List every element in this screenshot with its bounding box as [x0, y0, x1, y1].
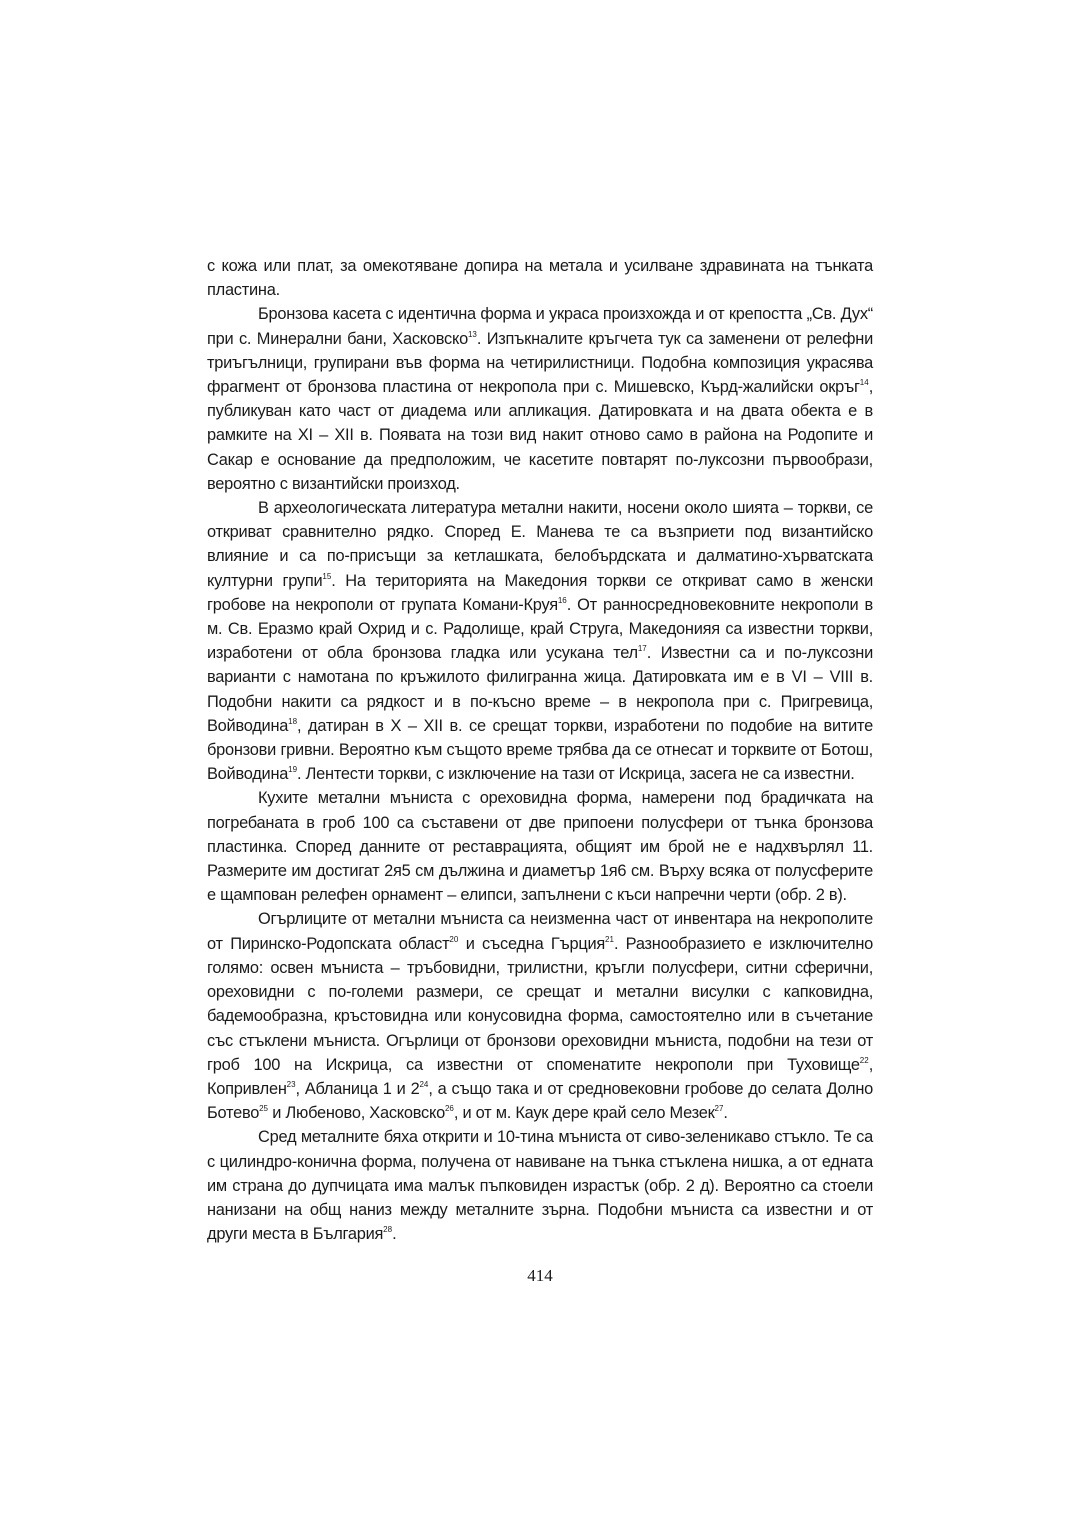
paragraph-text: , датиран в X – XII в. се срещат торкви, изработени по подобие на витите бронзови гривни. Вероятно към същото време трябва да се отнесат и торквите от Ботош, Войводина — [207, 716, 873, 784]
footnote-marker: 23 — [286, 1079, 296, 1089]
paragraph — [207, 907, 873, 1125]
footnote-marker: 26 — [444, 1104, 454, 1114]
paragraph-text: и Любеново, Хасковско — [268, 1104, 445, 1123]
paragraph-text: В археологическата литература метални накити, носени около шията – торкви, се откриват сравнително рядко. Според Е. Манева те са възприети под византийско влияние и са по-присъщи за кетлашката, белобърдската и далматино-хърватската културни групи — [207, 499, 873, 590]
paragraph-text: . Разнообразието е изключително голямо: освен мъниста – тръбовидни, трилистни, кръгли полусфери, ситни сферични, ореховидни с по-големи размери, се срещат и метални висулки с капковидна, бадемообразна, кръстовидна или конусовидна форма, самостоятелно или в съчетание със стъклени мъниста. Огърлици от бронзови ореховидни мъниста, подобни на тези от гроб 100 на Искрица, са известни от споменатите некрополи при Туховище — [207, 934, 873, 1074]
footnote-marker: 14 — [859, 378, 869, 388]
paragraph-text: и съседна Гърция — [458, 934, 606, 953]
paragraph — [207, 302, 873, 496]
footnote-marker: 27 — [714, 1104, 724, 1114]
paragraph — [207, 254, 873, 302]
paragraph-text: Бронзова касета с идентична форма и украса произхожда и от крепостта „Св. Дух“ при с. Минерални бани, Хасковско — [207, 305, 873, 348]
paragraph-text: , и от м. Каук дере край село Мезек — [453, 1104, 715, 1123]
paragraph-text: Кухите метални мъниста с ореховидна форма, намерени под брадичката на погребаната в гроб 100 са съставени от две припоени полусфери от тънка бронзова пластинка. Според данните от реставрацията, общият им брой не е надхвърлял 11. Размерите им достигат 2я5 см дължина и диаметър 1я6 см. Върху всяка от полусферите е щампован релефен орнамент – елипси, запълнени с къси напречни черти (обр. 2 в). — [207, 789, 873, 905]
paragraph-text: . От ранносредновековните некрополи в м. Св. Еразмо край Охрид и с. Радолище, край Струга, Македонияя са известни торкви, изработени от обла бронзова гладка или усукана тел — [207, 595, 873, 663]
page-number: 414 — [527, 1266, 553, 1285]
paragraph-text: Огърлиците от метални мъниста са неизменна част от инвентара на некрополите от Пиринско-Родопската област — [207, 910, 873, 953]
footnote-marker: 15 — [322, 571, 332, 581]
paragraph-text: . — [723, 1104, 728, 1123]
paragraph — [207, 786, 873, 907]
paragraph-text: , Абланица 1 и 2 — [295, 1079, 420, 1098]
paragraph-text: . — [392, 1225, 397, 1244]
paragraph-text: . Известни са и по-луксозни варианти с намотана по кръжилото филигранна жица. Датировката им е в VI – VIII в. Подобни накити са рядкост и в по-късно време – в некропола при с. Пригревица, Войводина — [207, 644, 873, 735]
paragraph-text: . Изпъкналите кръгчета тук са заменени от релефни триъгълници, групирани във форма на четирилистници. Подобна композиция украсява фрагмент от бронзова пластина от некропола при с. Мишевско, Кърд-жалийски окръг — [207, 329, 873, 397]
paragraph-text: . На територията на Македония торкви се откриват само в женски гробове на некрополи от групата Комани-Круя — [207, 571, 873, 614]
footnote-marker: 21 — [605, 934, 614, 944]
footnote-marker: 17 — [637, 644, 647, 654]
paragraph-text: Сред металните бяха открити и 10-тина мъниста от сиво-зеленикаво стъкло. Те са с цилиндро-конична форма, получена от навиване на тънка стъклена нишка, а от едната им страна до дупчицата има малък пъпковиден израстък (обр. 2 д). Вероятно са стоели нанизани на общ наниз между металните зърна. Подобни мъниста са известни и от други места в България — [207, 1128, 873, 1244]
footnote-marker: 19 — [288, 765, 298, 775]
footnote-marker: 25 — [259, 1104, 268, 1114]
footnote-marker: 13 — [467, 329, 477, 339]
paragraph-text: с кожа или плат, за омекотяване допира на метала и усилване здравината на тънката пластина. — [207, 257, 873, 300]
footnote-marker: 24 — [419, 1079, 429, 1089]
paragraph-text: , а също така и от средновековни гробове до селата Долно Ботево — [207, 1079, 873, 1123]
paragraph-text: , публикуван като част от диадема или апликация. Датировката и на двата обекта е в рамките на XI – XII в. Появата на този вид накит отново само в района на Родопите и Сакар е основание да предположим, че касетите повтарят по-луксозни първообрази, вероятно с византийски произход. — [207, 378, 873, 493]
footnote-marker: 20 — [449, 934, 459, 944]
footnote-marker: 18 — [288, 716, 298, 726]
footnote-marker: 16 — [557, 595, 567, 605]
paragraph-text: , Копривлен — [207, 1055, 873, 1098]
paragraph-text: . Лентести торкви, с изключение на тази от Искрица, засега не са известни. — [297, 765, 855, 784]
body-text — [207, 254, 873, 1246]
footnote-marker: 28 — [383, 1225, 393, 1235]
paragraph — [207, 1125, 873, 1246]
paragraph — [207, 496, 873, 786]
footnote-marker: 22 — [859, 1055, 869, 1065]
